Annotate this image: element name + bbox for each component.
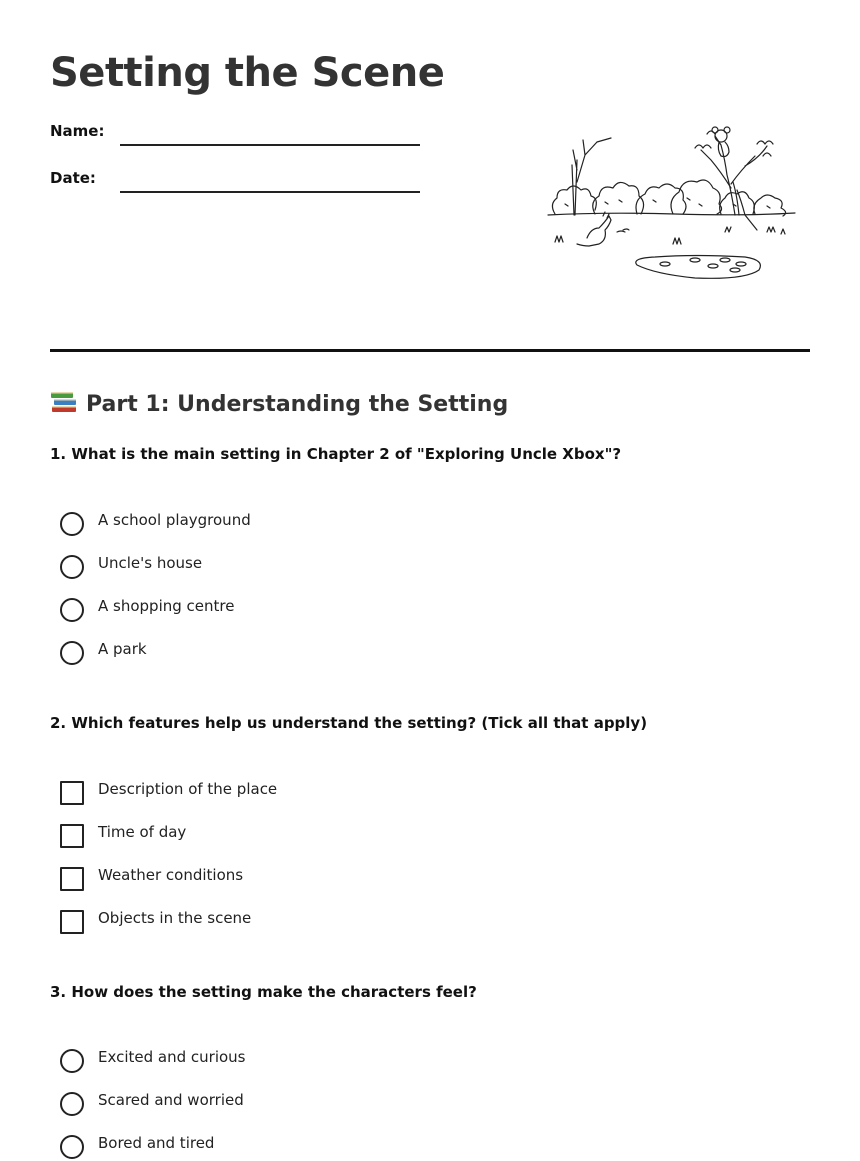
option-label: A park <box>98 640 147 658</box>
option-label: Scared and worried <box>98 1091 244 1109</box>
date-field <box>50 169 420 199</box>
option-label: Objects in the scene <box>98 909 252 927</box>
name-label: Name: <box>50 122 105 140</box>
option-label: Uncle's house <box>98 554 203 572</box>
radio-button[interactable] <box>60 641 84 665</box>
option-label: Bored and tired <box>98 1134 215 1152</box>
header-divider <box>50 349 810 352</box>
question-1: 1. What is the main setting in Chapter 2 of "Exploring Uncle Xbox"? <box>50 445 622 463</box>
section-title-text: Part 1: Understanding the Setting <box>86 392 509 417</box>
checkbox[interactable] <box>60 824 84 848</box>
name-field <box>50 122 420 152</box>
option-label: Time of day <box>98 823 187 841</box>
radio-button[interactable] <box>60 1135 84 1159</box>
option-label: A school playground <box>98 511 251 529</box>
radio-button[interactable] <box>60 555 84 579</box>
option-label: A shopping centre <box>98 597 235 615</box>
option-label: Description of the place <box>98 780 278 798</box>
radio-button[interactable] <box>60 512 84 536</box>
bush-scene-illustration <box>545 120 800 285</box>
checkbox[interactable] <box>60 867 84 891</box>
page-title: Setting the Scene <box>50 50 445 96</box>
radio-button[interactable] <box>60 598 84 622</box>
date-input-line[interactable] <box>120 191 420 193</box>
books-icon <box>50 388 78 414</box>
checkbox[interactable] <box>60 781 84 805</box>
question-3: 3. How does the setting make the characters feel? <box>50 983 477 1001</box>
date-label: Date: <box>50 169 96 187</box>
option-label: Weather conditions <box>98 866 244 884</box>
checkbox[interactable] <box>60 910 84 934</box>
radio-button[interactable] <box>60 1049 84 1073</box>
radio-button[interactable] <box>60 1092 84 1116</box>
name-input-line[interactable] <box>120 144 420 146</box>
question-2: 2. Which features help us understand the setting? (Tick all that apply) <box>50 714 648 732</box>
section-title-part-1 <box>50 388 508 417</box>
option-label: Excited and curious <box>98 1048 246 1066</box>
